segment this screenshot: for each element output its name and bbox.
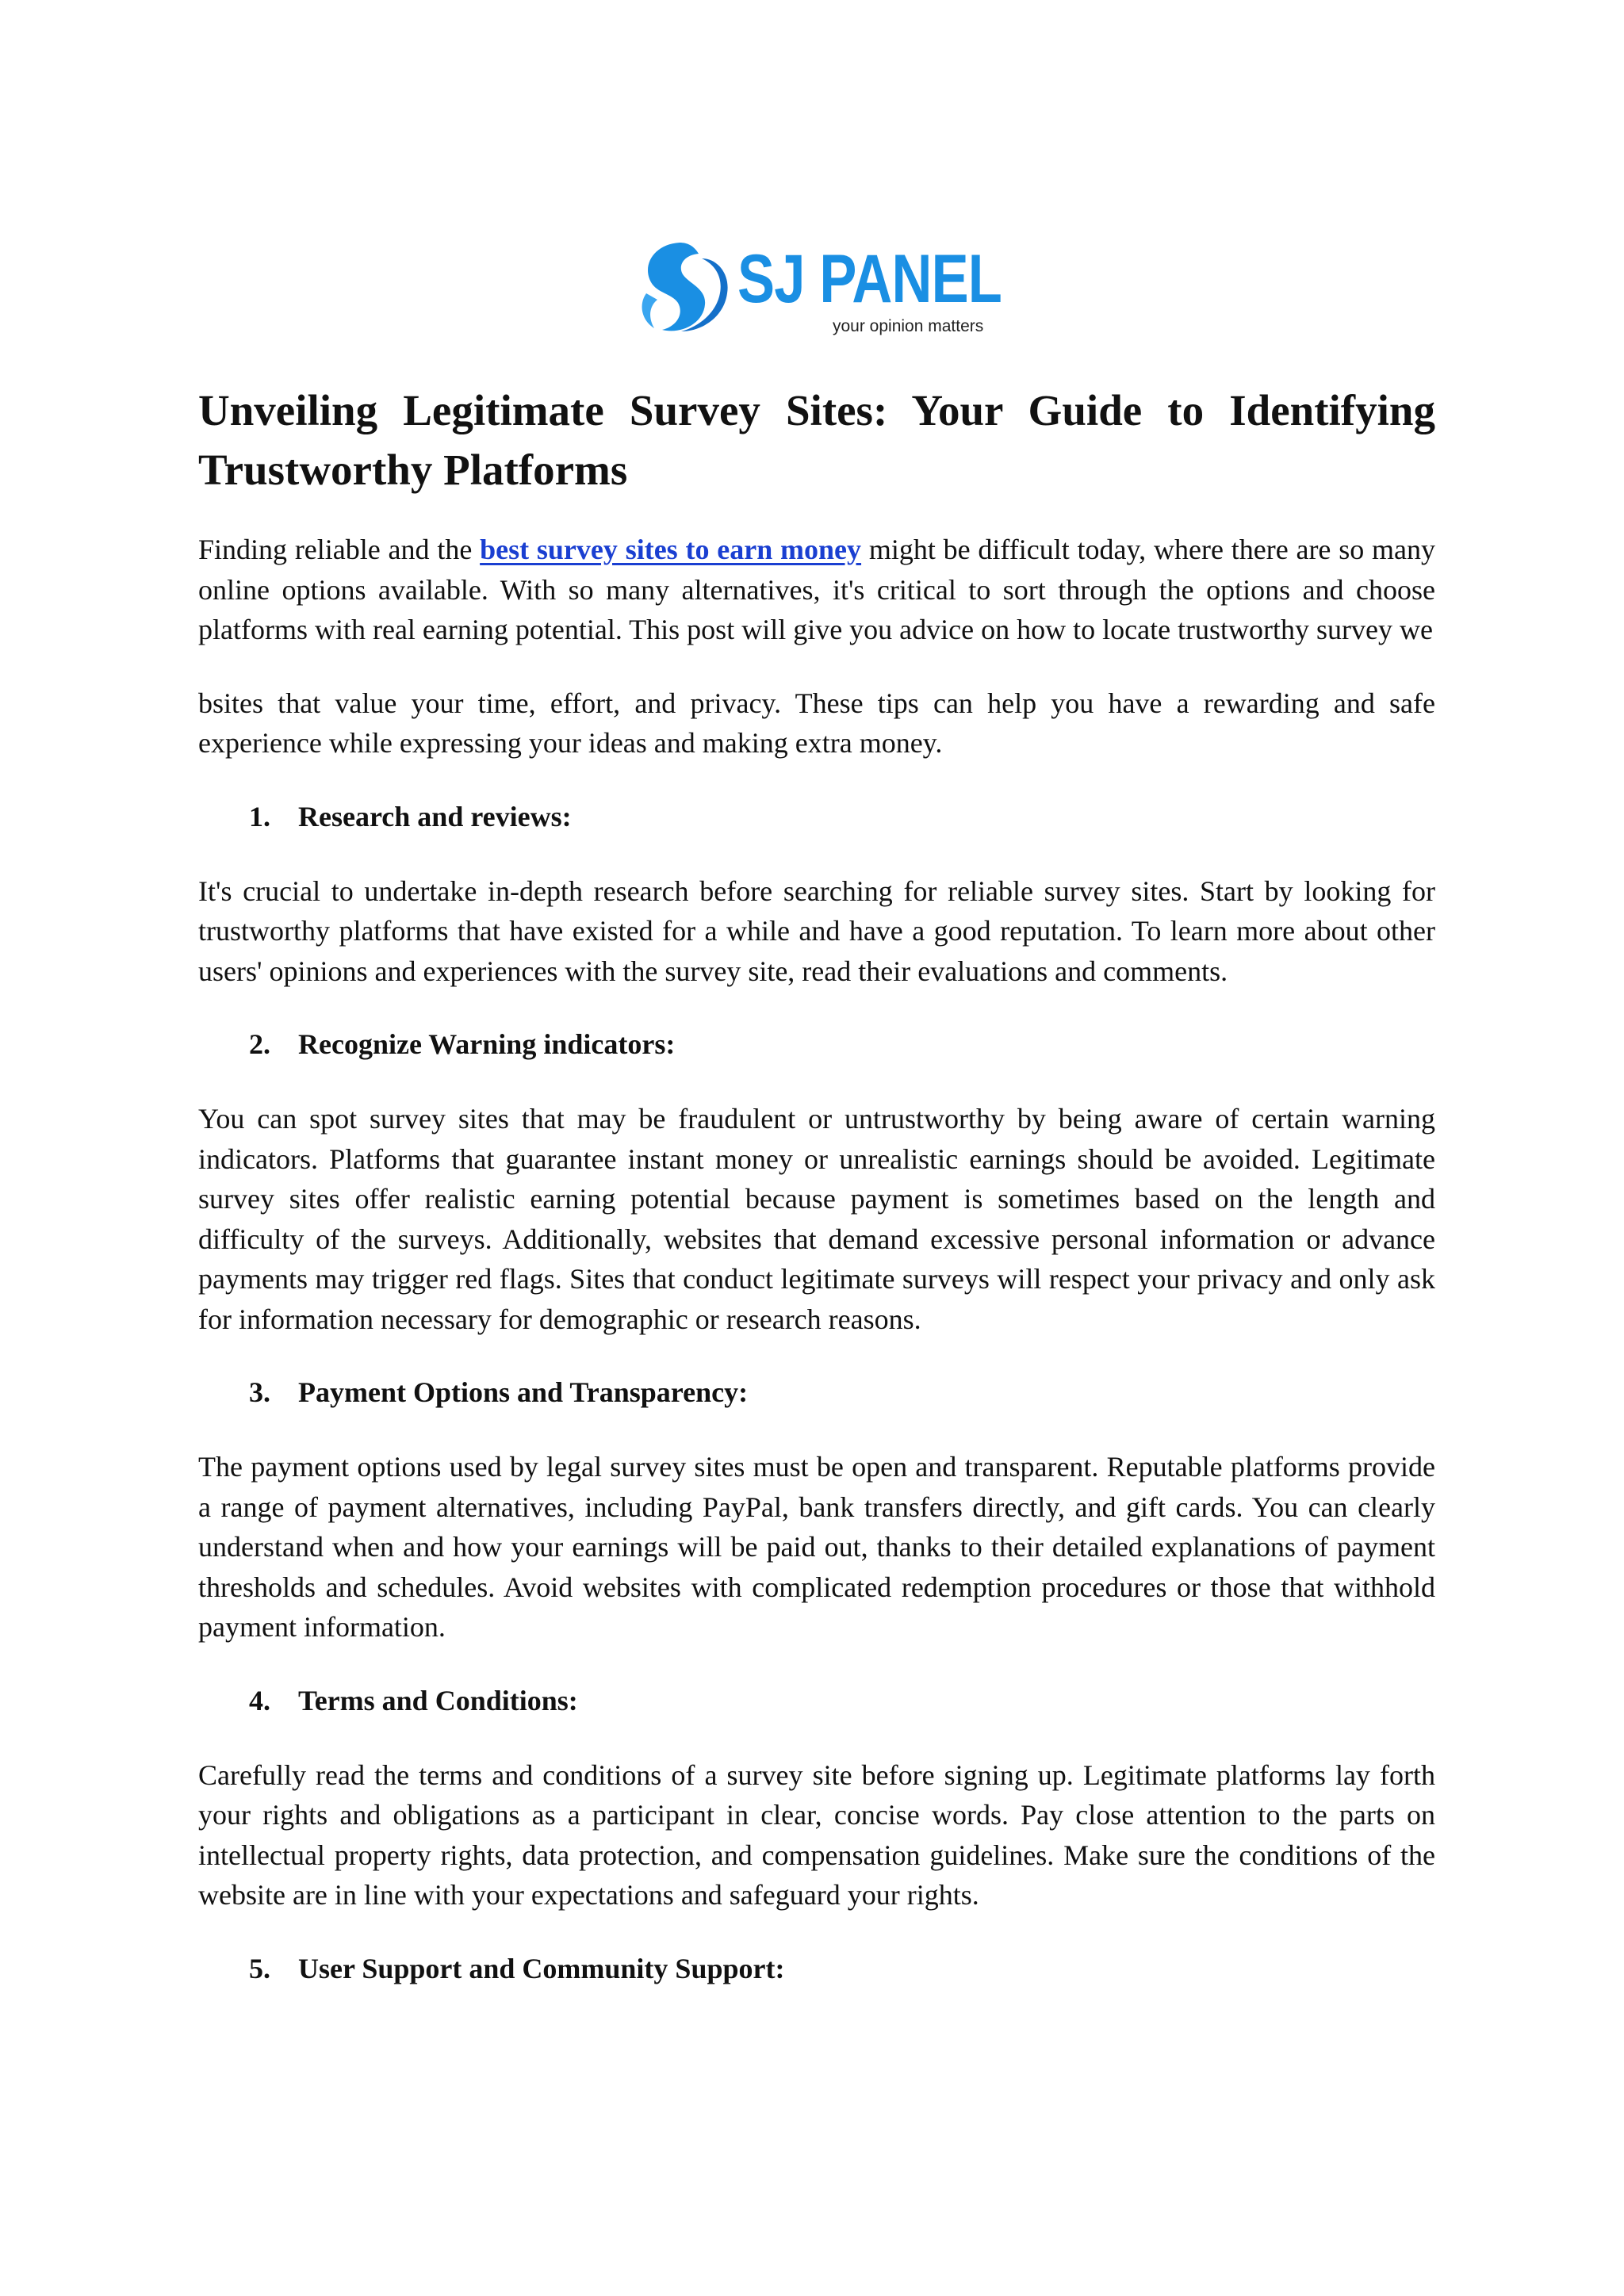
best-survey-sites-link[interactable]: best survey sites to earn money xyxy=(480,534,862,565)
section-body-3: The payment options used by legal survey sites must be open and transparent. Reputable platforms provide a range of payment alternatives, including PayPal, bank transfers directly, and gift cards. You can clearly understand when and how your earnings will be paid out, thanks to their detailed explanations of payment thresholds and schedules. Avoid websites with complicated redemption procedures or those that withhold payment information. xyxy=(198,1451,1435,1643)
section-number: 2. xyxy=(249,1028,270,1060)
article-title: Unveiling Legitimate Survey Sites: Your Guide to Identifying Trustworthy Platforms xyxy=(198,386,1435,494)
swirl-logo-icon xyxy=(630,238,733,337)
section-heading-5 xyxy=(198,1949,1435,1988)
section-heading-text: Payment Options and Transparency: xyxy=(298,1376,749,1408)
section-body-4: Carefully read the terms and conditions of a survey site before signing up. Legitimate platforms lay forth your rights and obligations as a participant in clear, concise words. Pay close attention to the parts on intellectual property rights, data protection, and compensation guidelines. Make sure the conditions of the website are in line with your expectations and safeguard your rights. xyxy=(198,1758,1435,1911)
section-heading-text: Terms and Conditions: xyxy=(298,1684,578,1716)
section-number: 3. xyxy=(249,1376,270,1408)
section-number: 5. xyxy=(249,1952,270,1984)
section-heading-text: Research and reviews: xyxy=(298,800,572,832)
article-body xyxy=(198,381,1435,2023)
section-number: 1. xyxy=(249,800,270,832)
section-heading-text: Recognize Warning indicators: xyxy=(298,1028,676,1060)
intro-text-after-link: might be difficult today, where there are so many online options available. With so many alternatives, it's critical to sort through the options and choose platforms with real earning potential. This post will give you advice on how to locate trustworthy survey we xyxy=(198,534,1436,645)
sj-panel-logo xyxy=(630,238,1002,341)
intro-paragraph xyxy=(198,530,1435,650)
section-heading-2 xyxy=(198,1024,1435,1064)
section-heading-text: User Support and Community Support: xyxy=(298,1952,785,1984)
section-heading-4 xyxy=(198,1681,1435,1720)
intro-continued-paragraph: bsites that value your time, effort, and privacy. These tips can help you have a rewarding and safe experience while expressing your ideas and making extra money. xyxy=(198,687,1435,759)
intro-text-before-link: Finding reliable and the xyxy=(198,534,481,565)
section-heading-3 xyxy=(198,1372,1435,1412)
section-body-2: You can spot survey sites that may be fraudulent or untrustworthy by being aware of certain warning indicators. Platforms that guarantee instant money or unrealistic earnings should be avoided. Legitimate survey sites offer realistic earning potential because payment is sometimes based on the length and difficulty of the surveys. Additionally, websites that demand excessive personal information or advance payments may trigger red flags. Sites that conduct legitimate surveys will respect your privacy and only ask for information necessary for demographic or research reasons. xyxy=(198,1103,1435,1335)
brand-name: SJ PANEL xyxy=(737,241,1002,317)
brand-tagline: your opinion matters xyxy=(833,317,984,335)
section-heading-1 xyxy=(198,797,1435,836)
section-number: 4. xyxy=(249,1684,270,1716)
section-body-1: It's crucial to undertake in-depth research before searching for reliable survey sites. Start by looking for trustworthy platforms that have existed for a while and have a good reputation. To learn more about other users' opinions and experiences with the survey site, read their evaluations and comments. xyxy=(198,874,1435,987)
